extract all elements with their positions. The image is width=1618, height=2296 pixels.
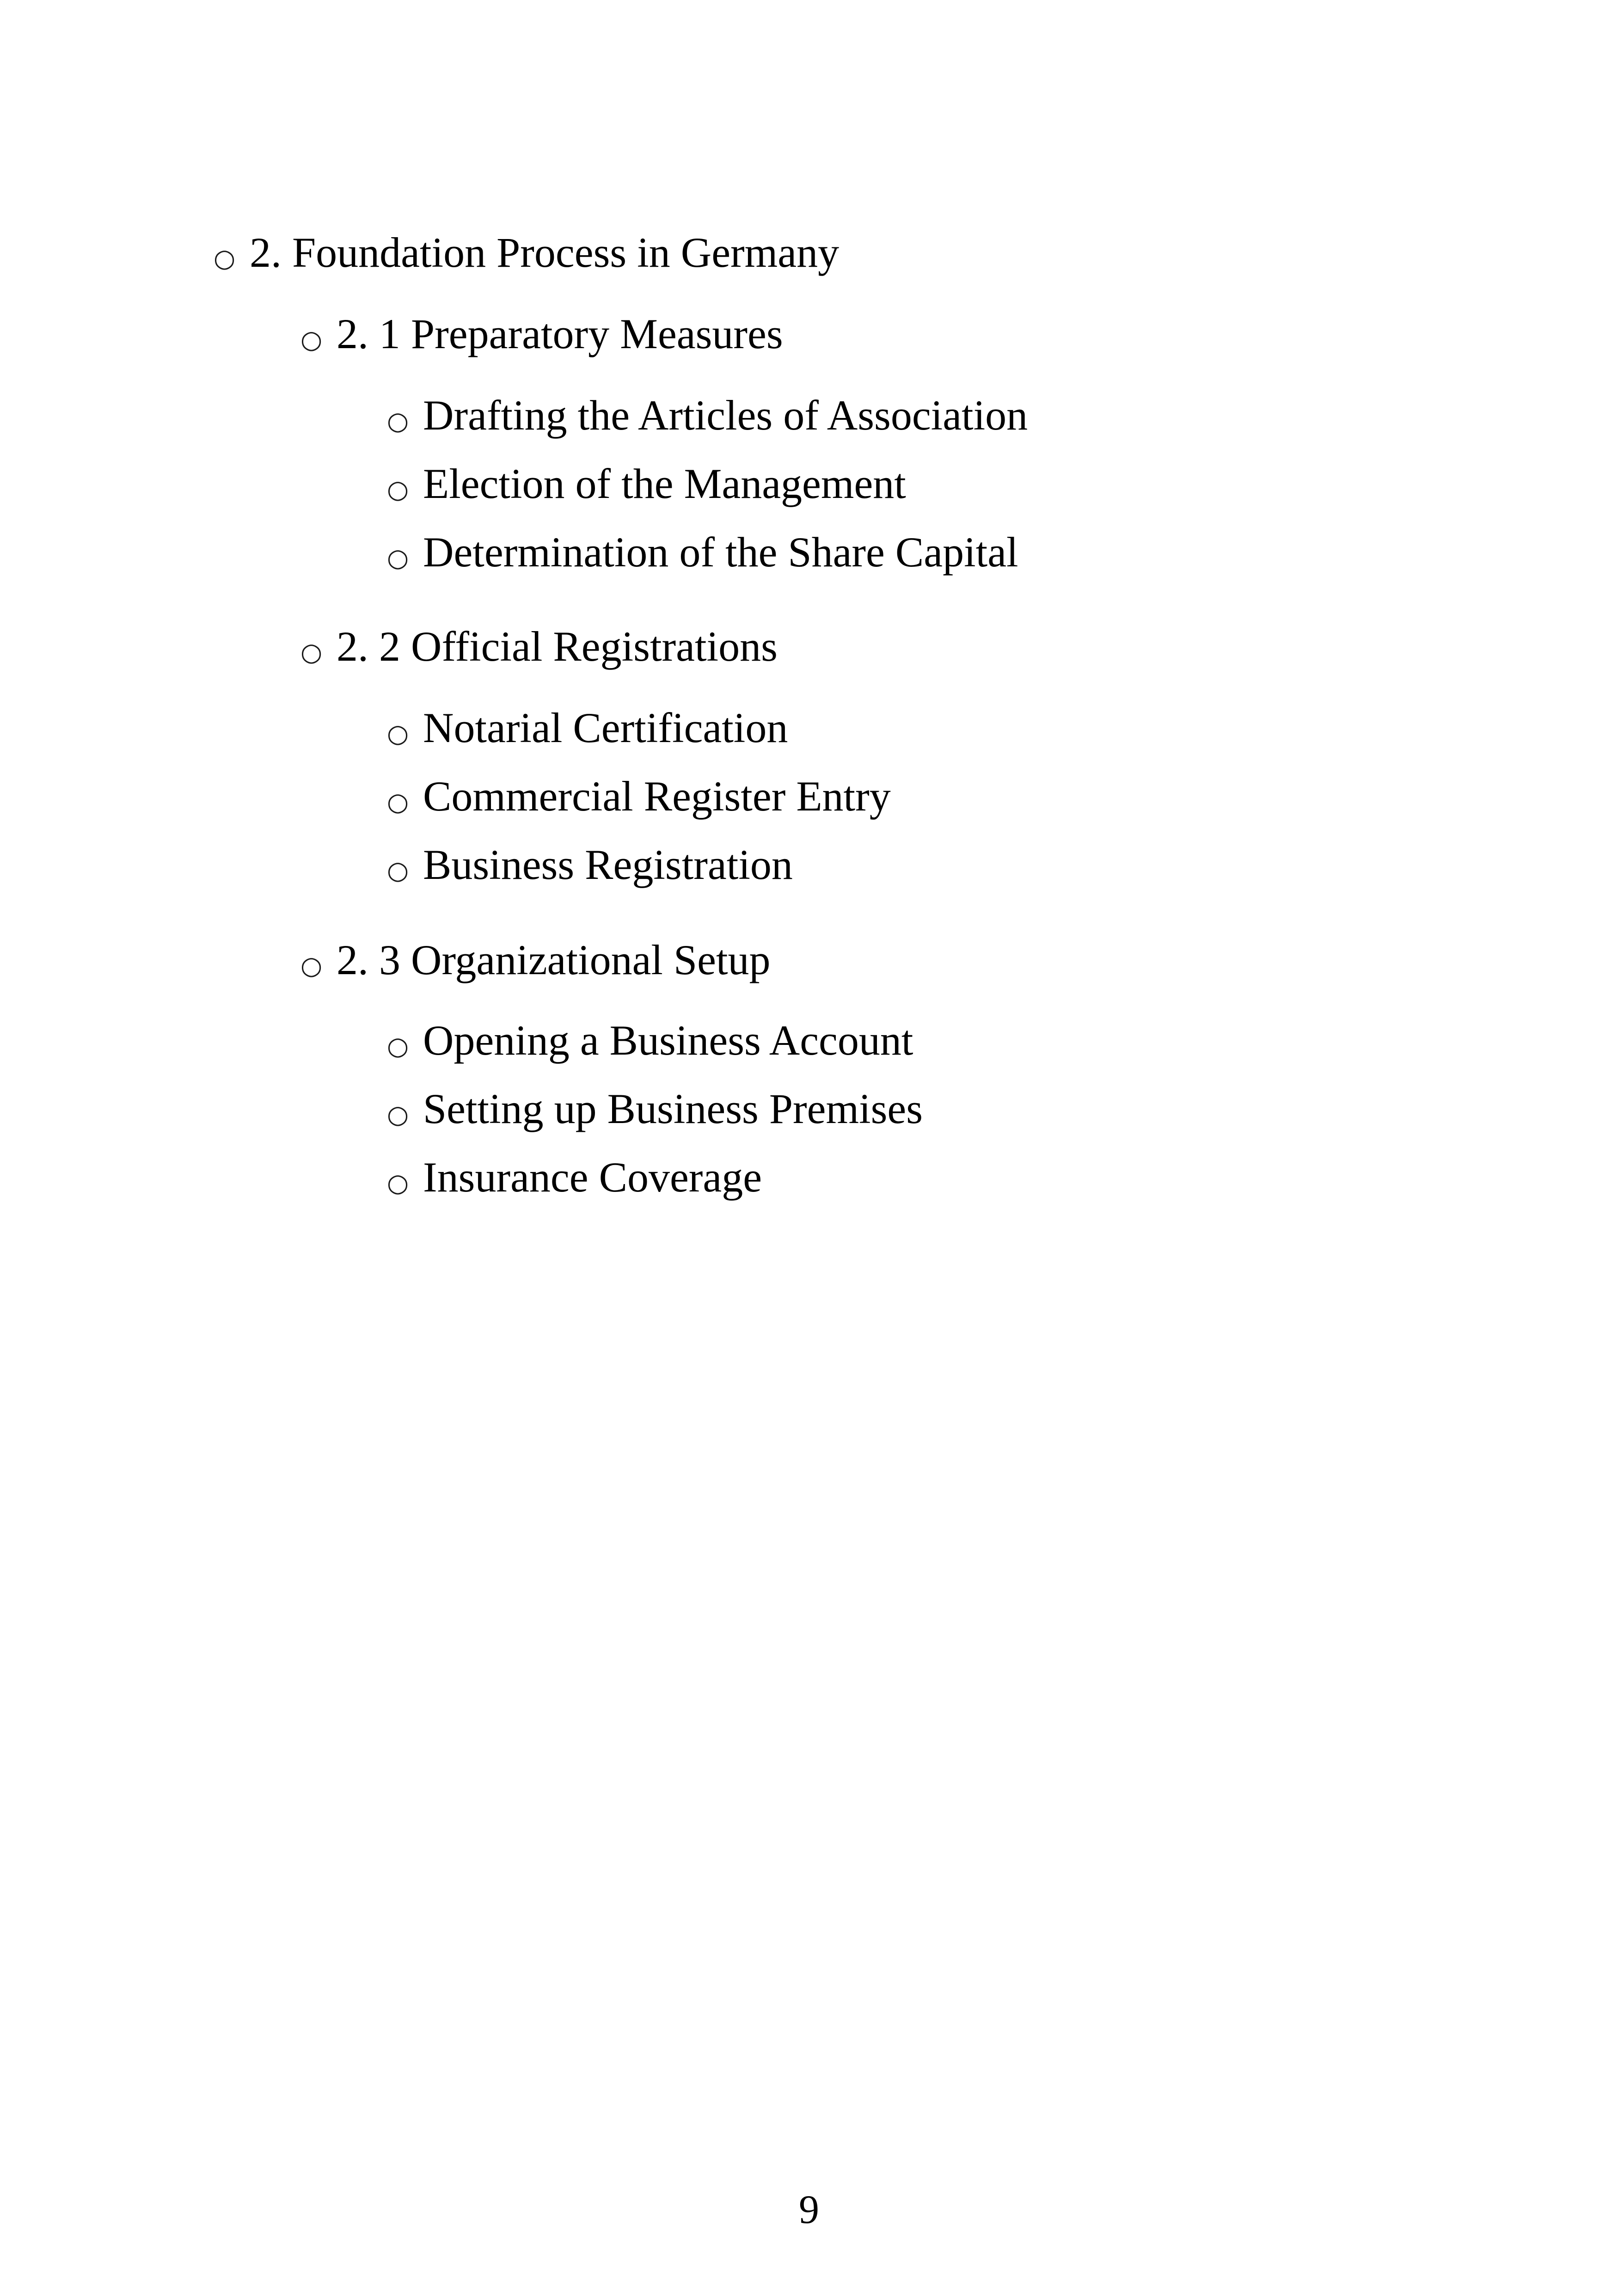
item-label: Setting up Business Premises: [423, 1085, 923, 1132]
outline-subsection: [300, 310, 783, 357]
outline-item: [387, 843, 793, 886]
item-label: Commercial Register Entry: [423, 773, 891, 820]
item-label: Drafting the Articles of Association: [423, 392, 1028, 439]
bullet-icon: ○: [214, 244, 236, 273]
item-label: Election of the Management: [423, 460, 906, 507]
item-label: Notarial Certification: [423, 704, 788, 751]
bullet-icon: ○: [387, 856, 409, 885]
outline-item: [387, 706, 788, 749]
outline-subsection: [300, 936, 771, 983]
bullet-icon: ○: [300, 325, 323, 354]
outline-item: [387, 1154, 762, 1201]
outline-item: [387, 1019, 913, 1062]
outline-item: [387, 462, 906, 505]
bullet-icon: ○: [387, 1100, 409, 1129]
bullet-icon: ○: [300, 951, 323, 980]
outline-subsection: [300, 625, 778, 668]
outline-section: [214, 231, 839, 274]
bullet-icon: ○: [300, 638, 323, 667]
bullet-icon: ○: [387, 475, 409, 504]
outline-item: [387, 1087, 923, 1130]
bullet-icon: ○: [387, 719, 409, 748]
subsection-title: 2. 2 Official Registrations: [337, 623, 778, 670]
outline-item: [387, 773, 891, 820]
item-label: Business Registration: [423, 841, 793, 888]
bullet-icon: ○: [387, 1031, 409, 1061]
item-label: Determination of the Share Capital: [423, 528, 1018, 576]
outline-item: [387, 528, 1018, 576]
page-number: 9: [799, 2187, 819, 2232]
bullet-icon: ○: [387, 543, 409, 572]
item-label: Insurance Coverage: [423, 1154, 762, 1201]
section-title: 2. Foundation Process in Germany: [250, 229, 840, 276]
bullet-icon: ○: [387, 787, 409, 816]
item-label: Opening a Business Account: [423, 1017, 913, 1064]
outline-item: [387, 392, 1028, 439]
subsection-title: 2. 1 Preparatory Measures: [337, 310, 783, 357]
bullet-icon: ○: [387, 1168, 409, 1197]
subsection-title: 2. 3 Organizational Setup: [337, 936, 771, 983]
bullet-icon: ○: [387, 406, 409, 436]
